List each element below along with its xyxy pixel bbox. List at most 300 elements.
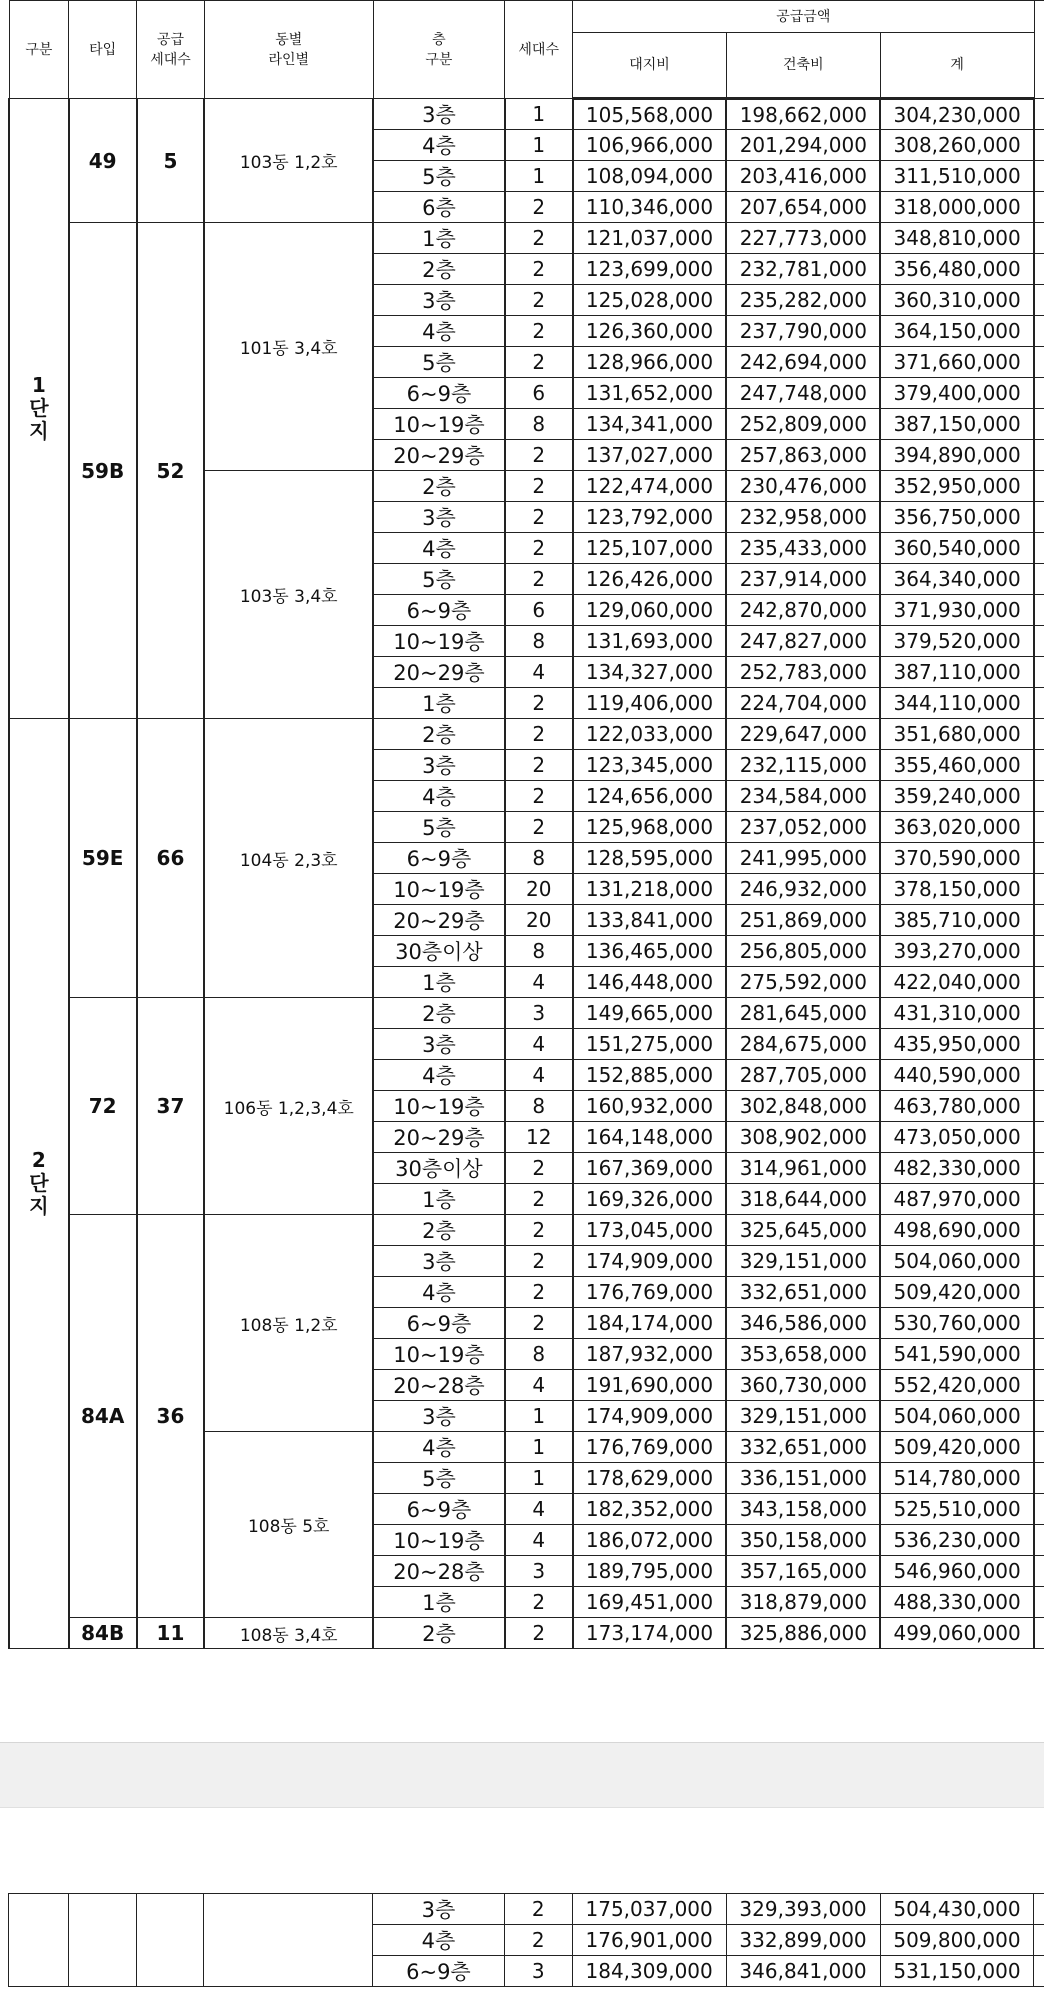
row-edge — [1034, 502, 1044, 533]
total-price-cell: 552,420,000 — [880, 1370, 1034, 1401]
row-edge — [1034, 99, 1044, 130]
supply-units-cell: 11 — [137, 1618, 205, 1649]
row-edge — [1034, 378, 1044, 409]
building-price-cell: 232,781,000 — [726, 254, 880, 285]
row-edge — [1034, 285, 1044, 316]
total-price-cell: 385,710,000 — [880, 905, 1034, 936]
building-price-cell: 329,151,000 — [726, 1246, 880, 1277]
land-price-cell: 175,037,000 — [572, 1894, 726, 1925]
building-price-cell: 252,809,000 — [726, 409, 880, 440]
floor-cell: 20~29층 — [373, 440, 505, 471]
total-price-cell: 387,150,000 — [880, 409, 1034, 440]
table-row — [9, 998, 1044, 1029]
households-cell: 1 — [505, 130, 573, 161]
households-cell: 2 — [505, 719, 573, 750]
building-price-cell: 201,294,000 — [726, 130, 880, 161]
total-price-cell: 356,750,000 — [880, 502, 1034, 533]
land-price-cell: 133,841,000 — [573, 905, 727, 936]
total-price-cell: 355,460,000 — [880, 750, 1034, 781]
land-price-cell: 189,795,000 — [573, 1556, 727, 1587]
total-price-cell: 371,660,000 — [880, 347, 1034, 378]
supply-units-cell: 36 — [137, 1215, 205, 1618]
building-price-cell: 346,586,000 — [726, 1308, 880, 1339]
land-price-cell: 184,174,000 — [573, 1308, 727, 1339]
households-cell: 2 — [505, 1587, 573, 1618]
building-price-cell: 198,662,000 — [726, 99, 880, 130]
floor-cell: 6~9층 — [373, 843, 505, 874]
building-price-cell: 325,886,000 — [726, 1618, 880, 1649]
floor-cell: 6~9층 — [373, 1956, 505, 1987]
floor-cell: 6~9층 — [373, 595, 505, 626]
building-line-cell: 104동 2,3호 — [204, 719, 373, 998]
land-price-cell: 128,966,000 — [573, 347, 727, 378]
total-price-cell: 422,040,000 — [880, 967, 1034, 998]
floor-cell: 1층 — [373, 1587, 505, 1618]
land-price-cell: 134,341,000 — [573, 409, 727, 440]
header-building-line: 동별 라인별 — [204, 1, 373, 99]
floor-cell: 4층 — [373, 1925, 505, 1956]
header-floor: 층 구분 — [373, 1, 505, 99]
total-price-cell: 498,690,000 — [880, 1215, 1034, 1246]
households-cell: 1 — [505, 1401, 573, 1432]
building-price-cell: 314,961,000 — [726, 1153, 880, 1184]
row-edge — [1034, 1339, 1044, 1370]
households-cell: 4 — [505, 1494, 573, 1525]
building-price-cell: 234,584,000 — [726, 781, 880, 812]
floor-cell: 6~9층 — [373, 378, 505, 409]
households-cell: 4 — [505, 1525, 573, 1556]
floor-cell: 1층 — [373, 967, 505, 998]
floor-cell: 3층 — [373, 1401, 505, 1432]
supply-units-cell: 52 — [137, 223, 205, 719]
households-cell: 2 — [505, 316, 573, 347]
land-price-cell: 184,309,000 — [572, 1956, 726, 1987]
floor-cell: 4층 — [373, 1277, 505, 1308]
land-price-cell: 178,629,000 — [573, 1463, 727, 1494]
land-price-cell: 119,406,000 — [573, 688, 727, 719]
building-price-cell: 237,052,000 — [726, 812, 880, 843]
total-price-cell: 440,590,000 — [880, 1060, 1034, 1091]
households-cell: 1 — [505, 1463, 573, 1494]
row-edge — [1034, 967, 1044, 998]
row-edge — [1034, 812, 1044, 843]
households-cell: 2 — [505, 1277, 573, 1308]
households-cell: 4 — [505, 1370, 573, 1401]
land-price-cell: 174,909,000 — [573, 1401, 727, 1432]
row-edge — [1034, 130, 1044, 161]
building-price-cell: 275,592,000 — [726, 967, 880, 998]
building-line-cell: 103동 1,2호 — [204, 99, 373, 223]
row-edge — [1034, 781, 1044, 812]
row-edge — [1034, 595, 1044, 626]
header-edge — [1034, 1, 1044, 99]
header-building: 건축비 — [726, 33, 880, 99]
total-price-cell: 387,110,000 — [880, 657, 1034, 688]
continuation-table — [8, 1893, 1044, 1987]
row-edge — [1034, 874, 1044, 905]
building-price-cell: 350,158,000 — [726, 1525, 880, 1556]
floor-cell: 20~28층 — [373, 1370, 505, 1401]
total-price-cell: 504,060,000 — [880, 1401, 1034, 1432]
header-gubun: 구분 — [9, 1, 69, 99]
households-cell: 2 — [505, 564, 573, 595]
building-price-cell: 329,151,000 — [726, 1401, 880, 1432]
row-edge — [1034, 905, 1044, 936]
floor-cell: 4층 — [373, 1060, 505, 1091]
land-price-cell: 123,345,000 — [573, 750, 727, 781]
households-cell: 2 — [505, 812, 573, 843]
building-price-cell: 332,899,000 — [726, 1925, 880, 1956]
row-edge — [1034, 1618, 1044, 1649]
households-cell: 8 — [505, 1339, 573, 1370]
floor-cell: 1층 — [373, 223, 505, 254]
building-price-cell: 357,165,000 — [726, 1556, 880, 1587]
land-price-cell: 125,028,000 — [573, 285, 727, 316]
total-price-cell: 379,520,000 — [880, 626, 1034, 657]
row-edge — [1034, 1091, 1044, 1122]
floor-cell: 5층 — [373, 1463, 505, 1494]
header-supply-price: 공급금액 — [573, 1, 1034, 33]
households-cell: 2 — [505, 688, 573, 719]
floor-cell: 3층 — [373, 1894, 505, 1925]
total-price-cell: 431,310,000 — [880, 998, 1034, 1029]
floor-cell: 2층 — [373, 998, 505, 1029]
row-edge — [1034, 688, 1044, 719]
total-price-cell: 546,960,000 — [880, 1556, 1034, 1587]
land-price-cell: 105,568,000 — [573, 99, 727, 130]
households-cell: 2 — [505, 1618, 573, 1649]
building-line-cell: 108동 3,4호 — [204, 1618, 373, 1649]
row-edge — [1034, 1432, 1044, 1463]
land-price-cell: 126,360,000 — [573, 316, 727, 347]
land-price-cell: 186,072,000 — [573, 1525, 727, 1556]
building-price-cell: 284,675,000 — [726, 1029, 880, 1060]
households-cell: 2 — [505, 223, 573, 254]
total-price-cell: 525,510,000 — [880, 1494, 1034, 1525]
land-price-cell: 176,769,000 — [573, 1277, 727, 1308]
land-price-cell: 169,326,000 — [573, 1184, 727, 1215]
land-price-cell: 136,465,000 — [573, 936, 727, 967]
building-price-cell: 360,730,000 — [726, 1370, 880, 1401]
building-price-cell: 329,393,000 — [726, 1894, 880, 1925]
type-cell: 84A — [69, 1215, 137, 1618]
building-price-cell: 302,848,000 — [726, 1091, 880, 1122]
households-cell: 8 — [505, 936, 573, 967]
building-line-cell: 103동 3,4호 — [204, 471, 373, 719]
floor-cell: 4층 — [373, 781, 505, 812]
row-edge — [1034, 347, 1044, 378]
total-price-cell: 509,420,000 — [880, 1432, 1034, 1463]
building-price-cell: 237,914,000 — [726, 564, 880, 595]
total-price-cell: 364,150,000 — [880, 316, 1034, 347]
row-edge — [1034, 1060, 1044, 1091]
floor-cell: 3층 — [373, 502, 505, 533]
building-line-cell: 108동 1,2호 — [204, 1215, 373, 1432]
type-cell: 49 — [69, 99, 137, 223]
floor-cell: 2층 — [373, 1215, 505, 1246]
building-price-cell: 308,902,000 — [726, 1122, 880, 1153]
households-cell: 2 — [505, 1308, 573, 1339]
type-cell: 59B — [69, 223, 137, 719]
land-price-cell: 122,033,000 — [573, 719, 727, 750]
building-price-cell: 242,694,000 — [726, 347, 880, 378]
land-price-cell: 121,037,000 — [573, 223, 727, 254]
households-cell: 8 — [505, 626, 573, 657]
land-price-cell: 152,885,000 — [573, 1060, 727, 1091]
floor-cell: 10~19층 — [373, 874, 505, 905]
row-edge — [1034, 1894, 1044, 1925]
row-edge — [1034, 1556, 1044, 1587]
floor-cell: 10~19층 — [373, 1091, 505, 1122]
households-cell: 2 — [505, 781, 573, 812]
building-price-cell: 318,644,000 — [726, 1184, 880, 1215]
row-edge — [1034, 471, 1044, 502]
header-land: 대지비 — [573, 33, 727, 99]
total-price-cell: 348,810,000 — [880, 223, 1034, 254]
land-price-cell: 146,448,000 — [573, 967, 727, 998]
building-price-cell: 230,476,000 — [726, 471, 880, 502]
households-cell: 2 — [505, 285, 573, 316]
row-edge — [1034, 1463, 1044, 1494]
building-price-cell: 336,151,000 — [726, 1463, 880, 1494]
row-edge — [1034, 1246, 1044, 1277]
building-price-cell: 251,869,000 — [726, 905, 880, 936]
floor-cell: 3층 — [373, 1029, 505, 1060]
row-edge — [1034, 1956, 1044, 1987]
households-cell: 2 — [505, 471, 573, 502]
households-cell: 1 — [505, 161, 573, 192]
households-cell: 2 — [505, 1246, 573, 1277]
floor-cell: 2층 — [373, 471, 505, 502]
row-edge — [1034, 1370, 1044, 1401]
total-price-cell: 482,330,000 — [880, 1153, 1034, 1184]
floor-cell: 10~19층 — [373, 409, 505, 440]
row-edge — [1034, 1308, 1044, 1339]
total-price-cell: 531,150,000 — [880, 1956, 1034, 1987]
type-cell: 59E — [69, 719, 137, 998]
total-price-cell: 304,230,000 — [880, 99, 1034, 130]
total-price-cell: 351,680,000 — [880, 719, 1034, 750]
floor-cell: 1층 — [373, 1184, 505, 1215]
floor-cell: 1층 — [373, 688, 505, 719]
floor-cell: 20~28층 — [373, 1556, 505, 1587]
floor-cell: 30층이상 — [373, 936, 505, 967]
households-cell: 20 — [505, 905, 573, 936]
households-cell: 2 — [505, 1184, 573, 1215]
building-price-cell: 235,282,000 — [726, 285, 880, 316]
building-price-cell: 332,651,000 — [726, 1277, 880, 1308]
land-price-cell: 125,107,000 — [573, 533, 727, 564]
continuation-body — [9, 1894, 1044, 1987]
building-price-cell: 232,958,000 — [726, 502, 880, 533]
floor-cell: 10~19층 — [373, 1525, 505, 1556]
building-price-cell: 235,433,000 — [726, 533, 880, 564]
row-edge — [1034, 1587, 1044, 1618]
floor-cell: 3층 — [373, 285, 505, 316]
row-edge — [1034, 1153, 1044, 1184]
row-edge — [1034, 998, 1044, 1029]
households-cell: 2 — [505, 502, 573, 533]
households-cell: 2 — [505, 254, 573, 285]
land-price-cell: 176,901,000 — [572, 1925, 726, 1956]
complex-label: 2 단 지 — [9, 719, 69, 1649]
households-cell: 2 — [505, 347, 573, 378]
floor-cell: 3층 — [373, 1246, 505, 1277]
total-price-cell: 370,590,000 — [880, 843, 1034, 874]
total-price-cell: 514,780,000 — [880, 1463, 1034, 1494]
row-edge — [1034, 750, 1044, 781]
total-price-cell: 509,800,000 — [880, 1925, 1034, 1956]
total-price-cell: 530,760,000 — [880, 1308, 1034, 1339]
land-price-cell: 191,690,000 — [573, 1370, 727, 1401]
total-price-cell: 541,590,000 — [880, 1339, 1034, 1370]
building-price-cell: 332,651,000 — [726, 1432, 880, 1463]
total-price-cell: 488,330,000 — [880, 1587, 1034, 1618]
building-price-cell: 246,932,000 — [726, 874, 880, 905]
total-price-cell: 504,430,000 — [880, 1894, 1034, 1925]
building-price-cell: 257,863,000 — [726, 440, 880, 471]
land-price-cell: 110,346,000 — [573, 192, 727, 223]
floor-cell: 4층 — [373, 316, 505, 347]
land-price-cell: 128,595,000 — [573, 843, 727, 874]
floor-cell: 30층이상 — [373, 1153, 505, 1184]
land-price-cell: 124,656,000 — [573, 781, 727, 812]
row-edge — [1034, 409, 1044, 440]
land-price-cell: 167,369,000 — [573, 1153, 727, 1184]
total-price-cell: 352,950,000 — [880, 471, 1034, 502]
total-price-cell: 499,060,000 — [880, 1618, 1034, 1649]
building-price-cell: 227,773,000 — [726, 223, 880, 254]
households-cell: 2 — [505, 192, 573, 223]
table-row — [9, 99, 1044, 130]
row-edge — [1034, 161, 1044, 192]
land-price-cell: 164,148,000 — [573, 1122, 727, 1153]
land-price-cell: 134,327,000 — [573, 657, 727, 688]
building-price-cell: 281,645,000 — [726, 998, 880, 1029]
header-supply-units: 공급 세대수 — [137, 1, 205, 99]
building-price-cell: 346,841,000 — [726, 1956, 880, 1987]
building-line-cell: 101동 3,4호 — [204, 223, 373, 471]
building-price-cell: 256,805,000 — [726, 936, 880, 967]
header-type: 타입 — [69, 1, 137, 99]
total-price-cell: 360,540,000 — [880, 533, 1034, 564]
floor-cell: 5층 — [373, 812, 505, 843]
floor-cell: 3층 — [373, 99, 505, 130]
building-line-cell: 106동 1,2,3,4호 — [204, 998, 373, 1215]
land-price-cell: 125,968,000 — [573, 812, 727, 843]
floor-cell: 5층 — [373, 564, 505, 595]
row-edge — [1034, 626, 1044, 657]
header-households: 세대수 — [505, 1, 573, 99]
land-price-cell: 160,932,000 — [573, 1091, 727, 1122]
building-price-cell: 242,870,000 — [726, 595, 880, 626]
total-price-cell: 311,510,000 — [880, 161, 1034, 192]
land-price-cell: 173,174,000 — [573, 1618, 727, 1649]
row-edge — [1034, 254, 1044, 285]
row-edge — [1034, 1215, 1044, 1246]
supply-price-table — [8, 0, 1044, 1649]
building-price-cell: 247,748,000 — [726, 378, 880, 409]
supply-units-cell: 66 — [137, 719, 205, 998]
floor-cell: 5층 — [373, 347, 505, 378]
households-cell: 1 — [505, 1432, 573, 1463]
table-body — [9, 99, 1044, 1649]
total-price-cell: 359,240,000 — [880, 781, 1034, 812]
households-cell: 6 — [505, 378, 573, 409]
type-cell: 72 — [69, 998, 137, 1215]
total-price-cell: 536,230,000 — [880, 1525, 1034, 1556]
households-cell: 2 — [505, 1153, 573, 1184]
row-edge — [1034, 316, 1044, 347]
land-price-cell: 131,693,000 — [573, 626, 727, 657]
total-price-cell: 379,400,000 — [880, 378, 1034, 409]
total-price-cell: 473,050,000 — [880, 1122, 1034, 1153]
total-price-cell: 344,110,000 — [880, 688, 1034, 719]
row-edge — [1034, 533, 1044, 564]
households-cell: 2 — [504, 1894, 572, 1925]
total-price-cell: 463,780,000 — [880, 1091, 1034, 1122]
land-price-cell: 131,218,000 — [573, 874, 727, 905]
building-price-cell: 203,416,000 — [726, 161, 880, 192]
row-edge — [1034, 1925, 1044, 1956]
table-row — [9, 1618, 1044, 1649]
land-price-cell: 106,966,000 — [573, 130, 727, 161]
total-price-cell: 308,260,000 — [880, 130, 1034, 161]
row-edge — [1034, 1029, 1044, 1060]
floor-cell: 2층 — [373, 719, 505, 750]
total-price-cell: 435,950,000 — [880, 1029, 1034, 1060]
floor-cell: 4층 — [373, 533, 505, 564]
floor-cell: 10~19층 — [373, 626, 505, 657]
total-price-cell: 371,930,000 — [880, 595, 1034, 626]
land-price-cell: 182,352,000 — [573, 1494, 727, 1525]
row-edge — [1034, 719, 1044, 750]
total-price-cell: 363,020,000 — [880, 812, 1034, 843]
row-edge — [1034, 192, 1044, 223]
households-cell: 2 — [505, 440, 573, 471]
type-cell-empty — [68, 1894, 136, 1987]
building-line-cell: 108동 5호 — [204, 1432, 373, 1618]
floor-cell: 10~19층 — [373, 1339, 505, 1370]
building-price-cell: 241,995,000 — [726, 843, 880, 874]
households-cell: 3 — [505, 1556, 573, 1587]
row-edge — [1034, 936, 1044, 967]
land-price-cell: 123,699,000 — [573, 254, 727, 285]
supply-units-cell: 37 — [137, 998, 205, 1215]
land-price-cell: 131,652,000 — [573, 378, 727, 409]
households-cell: 8 — [505, 843, 573, 874]
households-cell: 4 — [505, 657, 573, 688]
supply-units-cell: 5 — [137, 99, 205, 223]
page-gap — [0, 1742, 1044, 1808]
row-edge — [1034, 564, 1044, 595]
row-edge — [1034, 1401, 1044, 1432]
total-price-cell: 364,340,000 — [880, 564, 1034, 595]
land-price-cell: 173,045,000 — [573, 1215, 727, 1246]
households-cell: 2 — [504, 1925, 572, 1956]
floor-cell: 4층 — [373, 1432, 505, 1463]
households-cell: 2 — [505, 533, 573, 564]
total-price-cell: 393,270,000 — [880, 936, 1034, 967]
households-cell: 1 — [505, 99, 573, 130]
households-cell: 8 — [505, 409, 573, 440]
building-price-cell: 224,704,000 — [726, 688, 880, 719]
building-price-cell: 237,790,000 — [726, 316, 880, 347]
total-price-cell: 356,480,000 — [880, 254, 1034, 285]
land-price-cell: 122,474,000 — [573, 471, 727, 502]
header-total: 계 — [880, 33, 1034, 99]
table-row — [9, 1894, 1044, 1925]
